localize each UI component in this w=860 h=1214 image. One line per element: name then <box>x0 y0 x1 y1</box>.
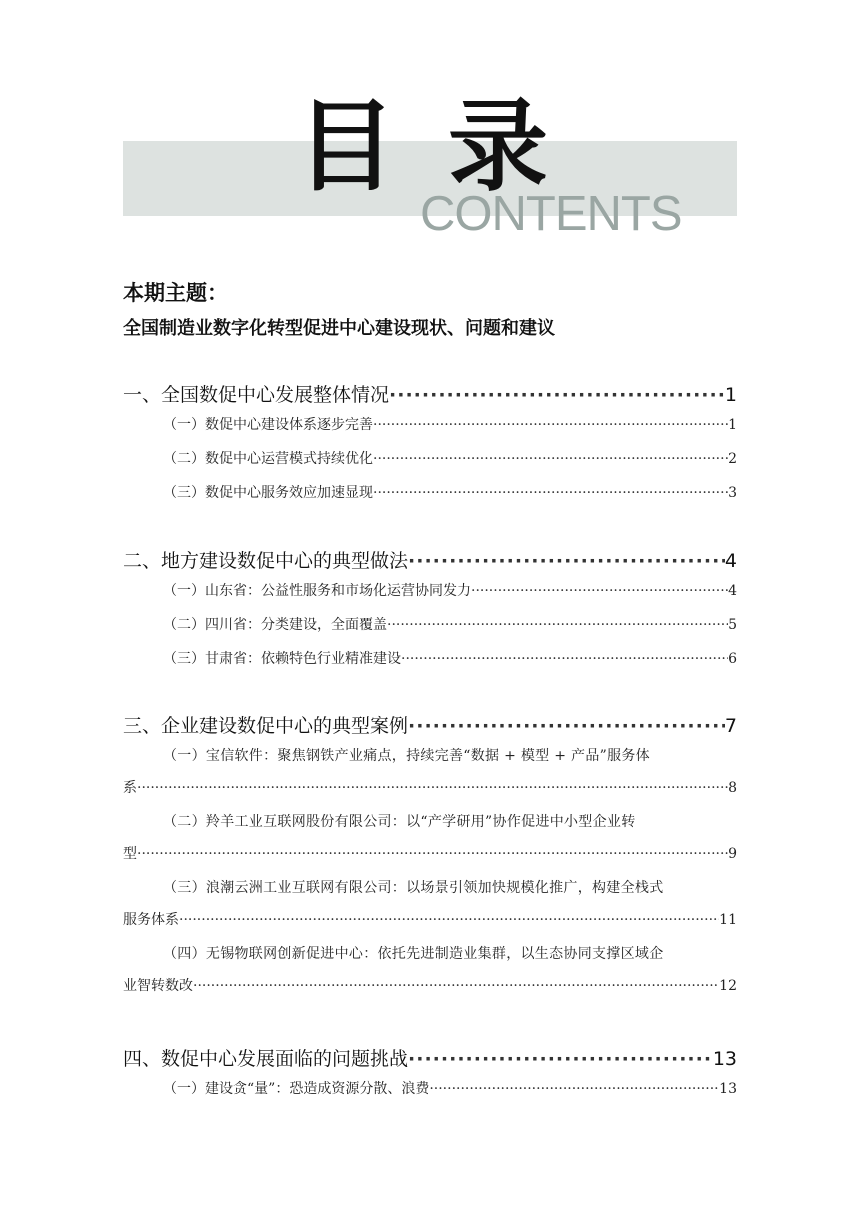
toc-entry[interactable]: （三）浪潮云洲工业互联网有限公司：以场景引领加快规模化推广，构建全栈式 服务体系 ····· 11 <box>123 877 737 931</box>
toc-entry[interactable]: （一）建设贪“量”：恐造成资源分散、浪费 ····· 13 <box>123 1078 737 1100</box>
page-title-english: CONTENTS <box>420 187 682 241</box>
toc-entry[interactable]: （二）羚羊工业互联网股份有限公司：以“产学研用”协作促进中小型企业转 型 ····· 9 <box>123 811 737 865</box>
toc-section-heading[interactable]: 四、数促中心发展面临的问题挑战 ····· 13 <box>123 1044 737 1074</box>
toc-entry[interactable]: （一）山东省：公益性服务和市场化运营协同发力 ····· 4 <box>123 580 737 602</box>
toc-entry[interactable]: （四）无锡物联网创新促进中心：依托先进制造业集群，以生态协同支撑区域企 业智转数改 ····· 12 <box>123 943 737 997</box>
toc-entry[interactable]: （三）甘肃省：依赖特色行业精准建设 ····· 6 <box>123 648 737 670</box>
toc-section-1 <box>123 380 737 504</box>
toc-entry[interactable]: （二）四川省：分类建设，全面覆盖 ····· 5 <box>123 614 737 636</box>
toc-entry[interactable]: （一）宝信软件：聚焦钢铁产业痛点，持续完善“数据 + 模型 + 产品”服务体 系 ····· 8 <box>123 745 737 799</box>
toc-entry[interactable]: （一）数促中心建设体系逐步完善 ····· 1 <box>123 414 737 436</box>
toc-section-4 <box>123 1044 737 1100</box>
toc-section-2 <box>123 546 737 670</box>
toc-section-heading[interactable]: 三、企业建设数促中心的典型案例 ····· 7 <box>123 711 737 741</box>
toc-entry[interactable]: （二）数促中心运营模式持续优化 ····· 2 <box>123 448 737 470</box>
toc-section-heading[interactable]: 二、地方建设数促中心的典型做法 ····· 4 <box>123 546 737 576</box>
theme-subtitle: 全国制造业数字化转型促进中心建设现状、问题和建议 <box>123 318 555 339</box>
page-title: 目录 <box>296 88 600 205</box>
toc-entry[interactable]: （三）数促中心服务效应加速显现 ····· 3 <box>123 482 737 504</box>
toc-section-heading[interactable]: 一、全国数促中心发展整体情况 ····· 1 <box>123 380 737 410</box>
toc-section-3 <box>123 711 737 997</box>
theme-label: 本期主题： <box>123 281 228 305</box>
